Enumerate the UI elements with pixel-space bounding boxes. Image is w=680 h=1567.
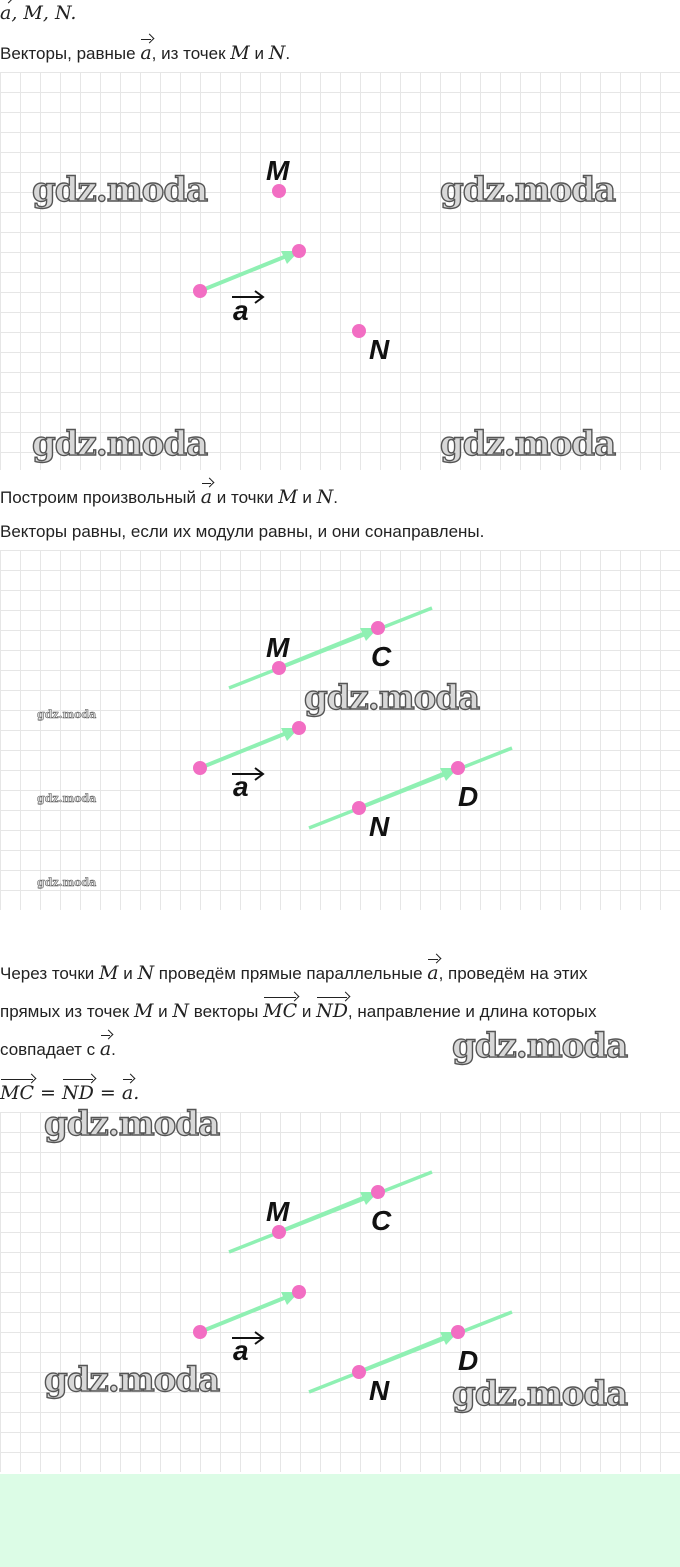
label-a: a bbox=[233, 1335, 249, 1366]
vector-nd-line bbox=[359, 1336, 448, 1372]
vector-a: a bbox=[200, 486, 213, 508]
watermark: gdz.moda bbox=[440, 424, 616, 464]
figure-1-drawing bbox=[0, 72, 680, 470]
watermark: gdz.moda bbox=[440, 170, 616, 210]
given-line: a, M, N. bbox=[0, 2, 77, 24]
figure-2-drawing bbox=[0, 550, 680, 910]
point-n-dot bbox=[352, 801, 366, 815]
label-c: C bbox=[371, 1205, 392, 1236]
vector-mc-line bbox=[279, 632, 368, 668]
watermark: gdz.moda bbox=[304, 678, 480, 718]
watermark: gdz.moda bbox=[37, 708, 97, 721]
vector-a-line bbox=[200, 1296, 289, 1332]
point-a-end bbox=[292, 1285, 306, 1299]
figure-3 bbox=[0, 1104, 680, 1472]
label-a: a bbox=[233, 295, 249, 326]
result-line: MC = ND = a. bbox=[0, 1082, 140, 1104]
vector-nd: ND bbox=[316, 1000, 348, 1022]
point-n-dot bbox=[352, 324, 366, 338]
figure-2 bbox=[0, 550, 680, 910]
label-d: D bbox=[458, 781, 479, 812]
point-a-start bbox=[193, 1325, 207, 1339]
watermark: gdz.moda bbox=[44, 1104, 220, 1144]
label-m: M bbox=[266, 1196, 290, 1227]
vector-a: a bbox=[140, 42, 152, 64]
vector-nd-line bbox=[359, 772, 448, 808]
vector-mc-line bbox=[279, 1196, 368, 1232]
figure-3-drawing bbox=[0, 1112, 680, 1472]
vector-a: a bbox=[121, 1082, 134, 1104]
vector-mc: MC bbox=[0, 1082, 34, 1104]
intro-line: Векторы, равные a, из точек M и N. bbox=[0, 42, 291, 64]
figure-1 bbox=[0, 72, 680, 470]
point-d-dot bbox=[451, 1325, 465, 1339]
watermark: gdz.moda bbox=[32, 424, 208, 464]
watermark: gdz.moda bbox=[37, 876, 97, 889]
watermark: gdz.moda bbox=[37, 792, 97, 805]
point-c-dot bbox=[371, 621, 385, 635]
point-a-start bbox=[193, 761, 207, 775]
point-n: N bbox=[54, 2, 71, 24]
step2-line-2: прямых из точек M и N векторы MC и ND, направление и длина которых bbox=[0, 1000, 597, 1022]
point-c-dot bbox=[371, 1185, 385, 1199]
point-m-dot bbox=[272, 184, 286, 198]
point-d-dot bbox=[451, 761, 465, 775]
point-n-dot bbox=[352, 1365, 366, 1379]
watermark: gdz.moda bbox=[452, 1374, 628, 1414]
vector-a-line bbox=[200, 732, 289, 768]
point-m-dot bbox=[272, 661, 286, 675]
step1-line: Построим произвольный a и точки M и N. bbox=[0, 486, 338, 508]
watermark: gdz.moda bbox=[452, 1026, 628, 1066]
vector-nd: ND bbox=[62, 1082, 94, 1104]
point-a-end bbox=[292, 244, 306, 258]
point-a-end bbox=[292, 721, 306, 735]
label-a: a bbox=[233, 771, 249, 802]
label-n: N bbox=[369, 811, 390, 842]
vector-a: a bbox=[99, 1038, 112, 1060]
point-a-start bbox=[193, 284, 207, 298]
label-m: M bbox=[266, 155, 290, 186]
label-n: N bbox=[369, 334, 390, 365]
vector-a: a bbox=[427, 962, 439, 984]
point-m-dot bbox=[272, 1225, 286, 1239]
step2-line-1: Через точки M и N проведём прямые параллельные a, проведём на этих bbox=[0, 962, 588, 984]
step2-line-3: совпадает с a. bbox=[0, 1038, 116, 1060]
answer-box bbox=[0, 1474, 680, 1567]
watermark: gdz.moda bbox=[32, 170, 208, 210]
label-m: M bbox=[266, 632, 290, 663]
label-n: N bbox=[369, 1375, 390, 1406]
rule-line: Векторы равны, если их модули равны, и они сонаправлены. bbox=[0, 522, 485, 541]
point-m: M bbox=[23, 2, 43, 24]
vector-a-line bbox=[200, 255, 289, 291]
vector-a: a bbox=[0, 2, 12, 24]
vector-mc: MC bbox=[263, 1000, 298, 1022]
label-c: C bbox=[371, 641, 392, 672]
watermark: gdz.moda bbox=[44, 1360, 220, 1400]
label-d: D bbox=[458, 1345, 479, 1376]
